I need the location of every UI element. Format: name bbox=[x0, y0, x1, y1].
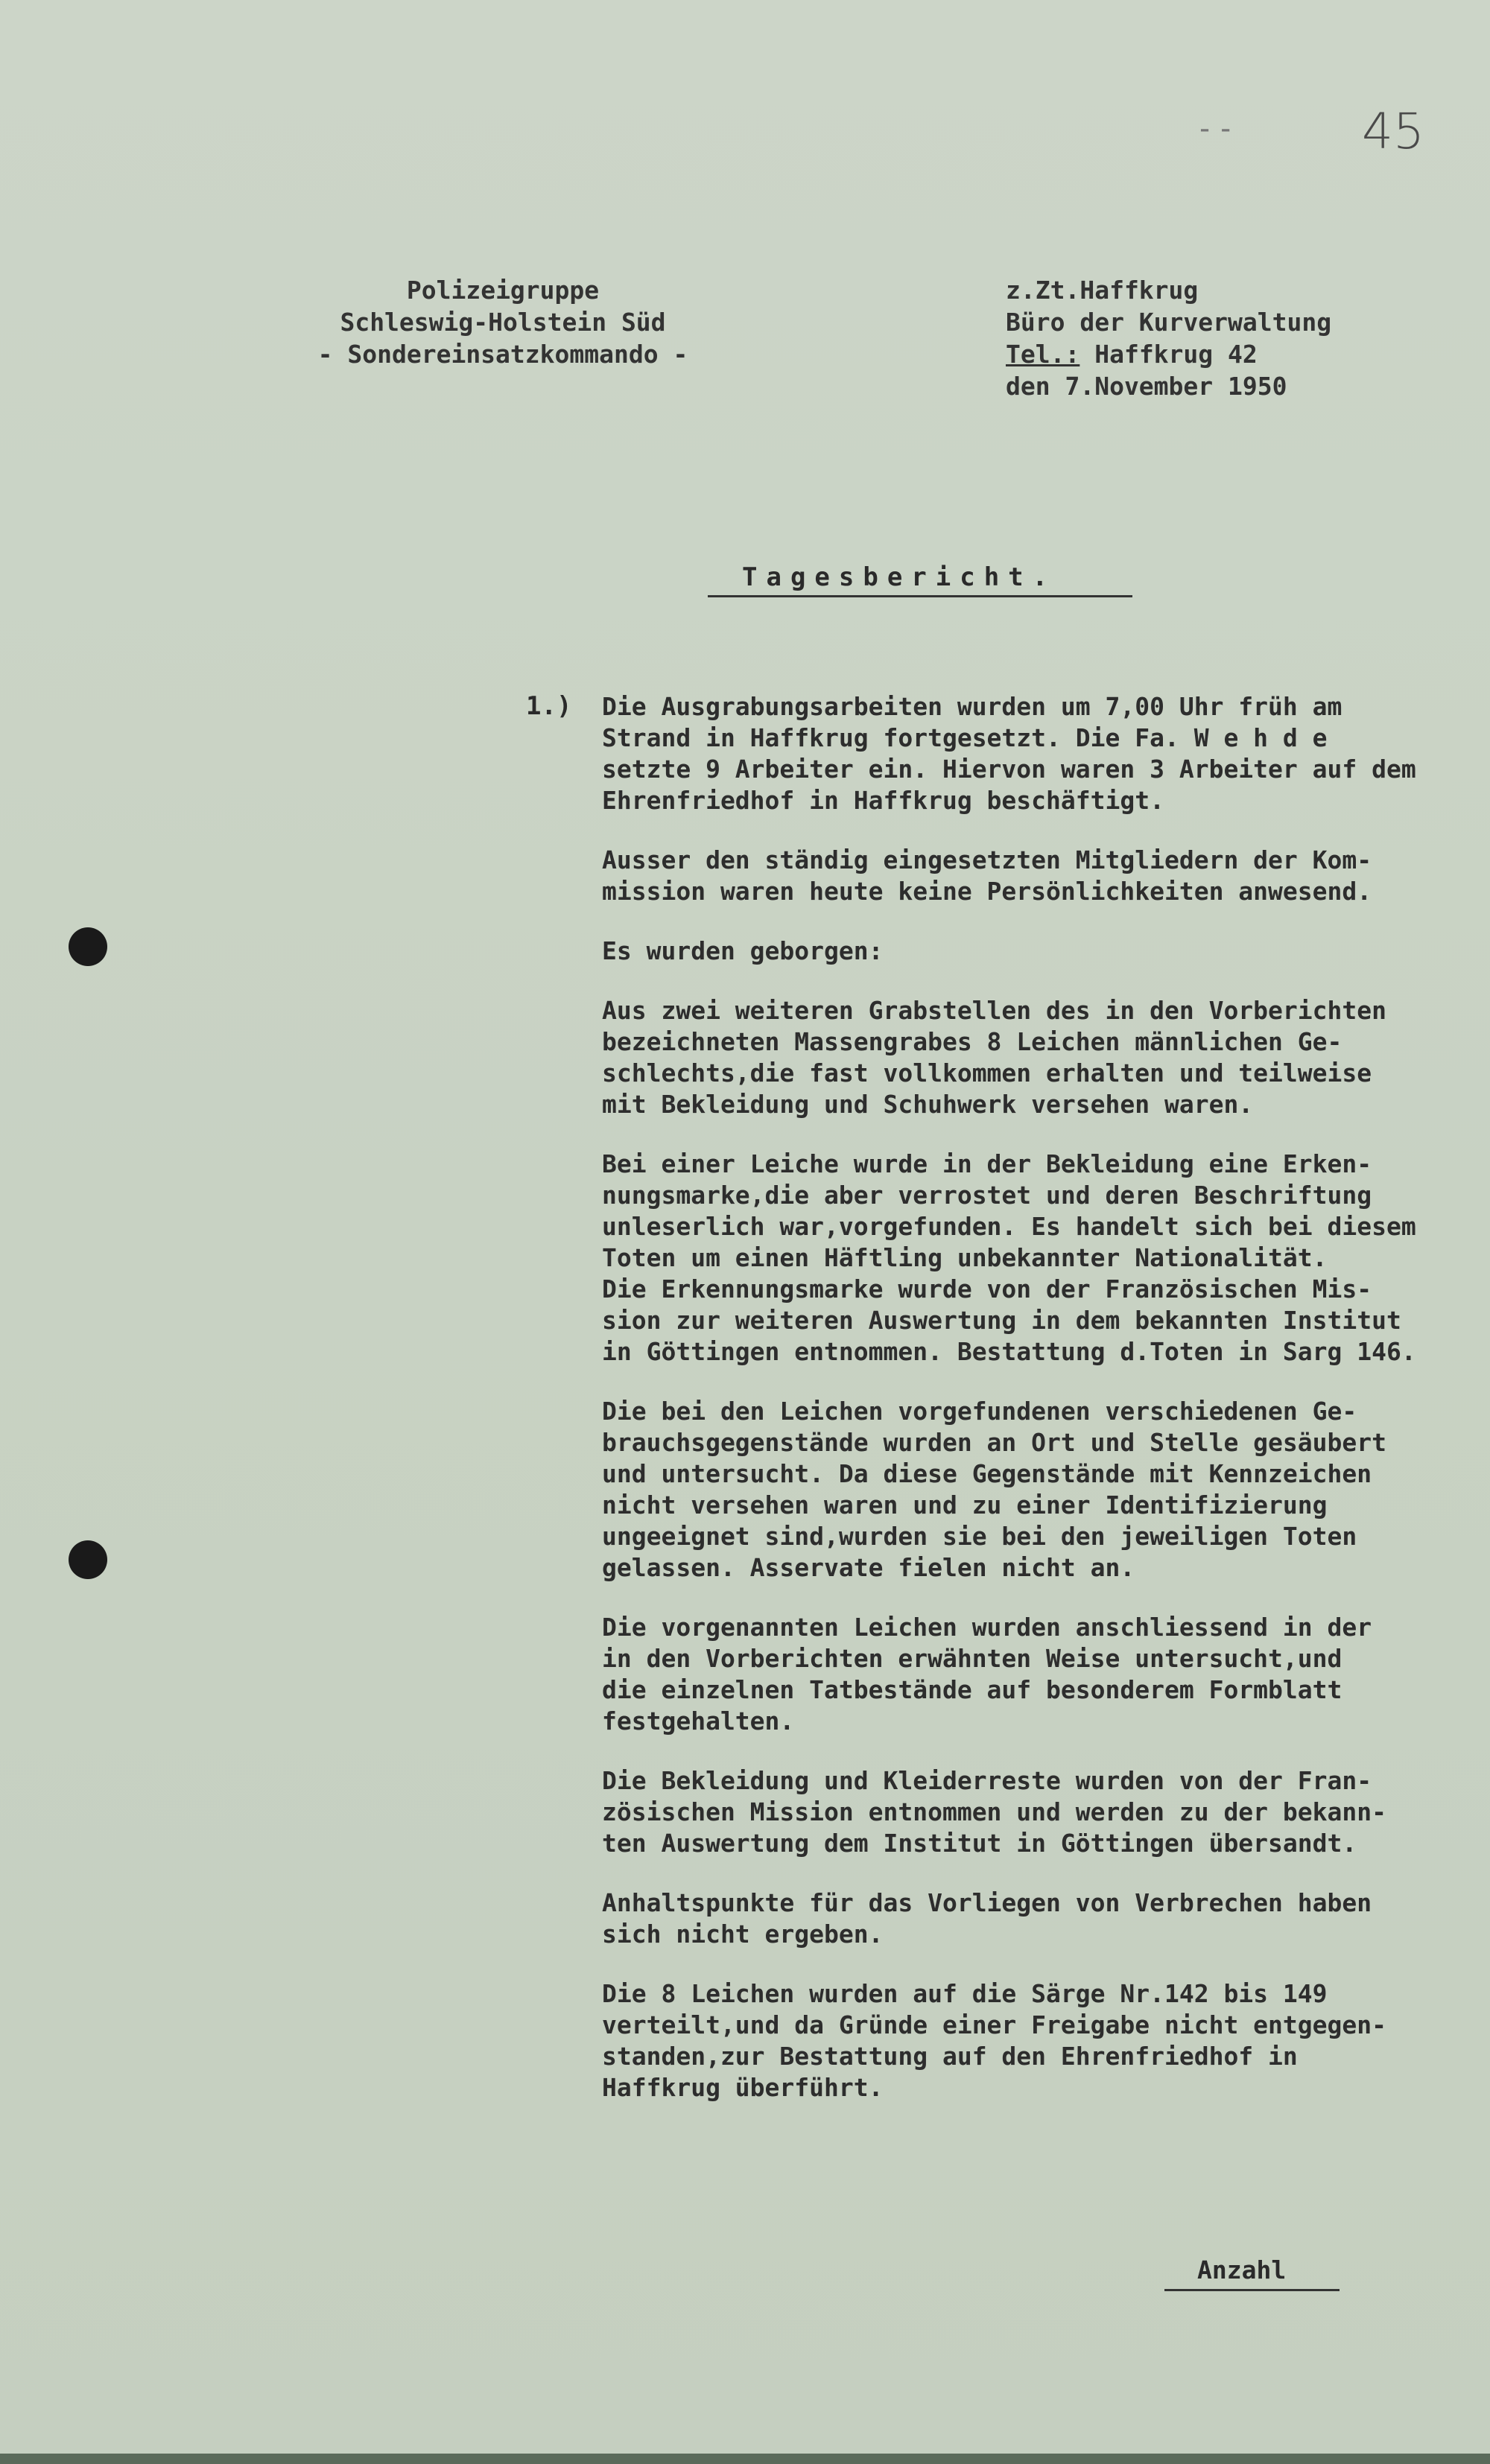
paragraph: Die 8 Leichen wurden auf die Särge Nr.142 bis 149 verteilt,und da Gründe einer Freigabe nicht entgegen- standen,zur Bestattung auf den Ehrenfriedhof in Haffkrug überführt. bbox=[602, 1979, 1386, 2102]
report-body bbox=[602, 691, 1481, 2132]
paragraph: Bei einer Leiche wurde in der Bekleidung eine Erken- nungsmarke,die aber verrostet und deren Beschriftung unleserlich war,vorgefunden. Es handelt sich bei diesem Toten um einen Häftling unbekannter Nationalität. Die Erkennungsmarke wurde von der Französischen Mis- sion zur weiteren Auswertung in dem bekannten Institut in Göttingen entnommen. Bestattung d.Toten in Sarg 146. bbox=[602, 1149, 1416, 1366]
location-line: z.Zt.Haffkrug bbox=[1006, 276, 1199, 305]
paragraph: Ausser den ständig eingesetzten Mitgliedern der Kom- mission waren heute keine Persönlichkeiten anwesend. bbox=[602, 845, 1372, 906]
date-line: den 7.November 1950 bbox=[1006, 372, 1287, 401]
report-title: Tagesbericht. bbox=[708, 562, 1132, 597]
page-bottom-edge bbox=[0, 2454, 1490, 2464]
location-date-block bbox=[1006, 274, 1423, 402]
item-number: 1.) bbox=[526, 691, 572, 721]
sender-line-2: Schleswig-Holstein Süd bbox=[340, 308, 666, 337]
office-line: Büro der Kurverwaltung bbox=[1006, 308, 1332, 337]
telephone-label: Tel.: bbox=[1006, 340, 1080, 369]
punch-hole-top bbox=[69, 927, 107, 966]
paragraph: Es wurden geborgen: bbox=[602, 936, 884, 965]
telephone-value: Haffkrug 42 bbox=[1080, 340, 1258, 369]
paragraph: Die Ausgrabungsarbeiten wurden um 7,00 Uhr früh am Strand in Haffkrug fortgesetzt. Die Fa. W e h d e setzte 9 Arbeiter ein. Hiervon waren 3 Arbeiter auf dem Ehrenfriedhof in Haffkrug beschäftigt. bbox=[602, 692, 1416, 815]
punch-hole-bottom bbox=[69, 1540, 107, 1579]
sender-block bbox=[305, 274, 700, 370]
paragraph: Die vorgenannten Leichen wurden anschliessend in der in den Vorberichten erwähnten Weise untersucht,und die einzelnen Tatbestände auf besonderem Formblatt festgehalten. bbox=[602, 1613, 1372, 1736]
page-mark: -- bbox=[1196, 112, 1238, 146]
telephone-line bbox=[1006, 338, 1423, 370]
paragraph: Aus zwei weiteren Grabstellen des in den Vorberichten bezeichneten Massengrabes 8 Leichen männlichen Ge- schlechts,die fast vollkommen erhalten und teilweise mit Bekleidung und Schuhwerk versehen waren. bbox=[602, 996, 1386, 1119]
page-number: 45 bbox=[1362, 103, 1424, 160]
paragraph: Anhaltspunkte für das Vorliegen von Verbrechen haben sich nicht ergeben. bbox=[602, 1888, 1372, 1949]
paragraph: Die bei den Leichen vorgefundenen verschiedenen Ge- brauchsgegenstände wurden an Ort und Stelle gesäubert und untersucht. Da diese Gegenstände mit Kennzeichen nicht versehen waren und zu einer Identifizierung ungeeignet sind,wurden sie bei den jeweiligen Toten gelassen. Asservate fielen nicht an. bbox=[602, 1397, 1386, 1582]
paragraph: Die Bekleidung und Kleiderreste wurden von der Fran- zösischen Mission entnommen und werden zu der bekann- ten Auswertung dem Institut in Göttingen übersandt. bbox=[602, 1766, 1386, 1858]
sender-line-3: - Sondereinsatzkommando - bbox=[317, 340, 688, 369]
continuation-word: Anzahl bbox=[1164, 2255, 1340, 2291]
sender-line-1: Polizeigruppe bbox=[406, 276, 600, 305]
